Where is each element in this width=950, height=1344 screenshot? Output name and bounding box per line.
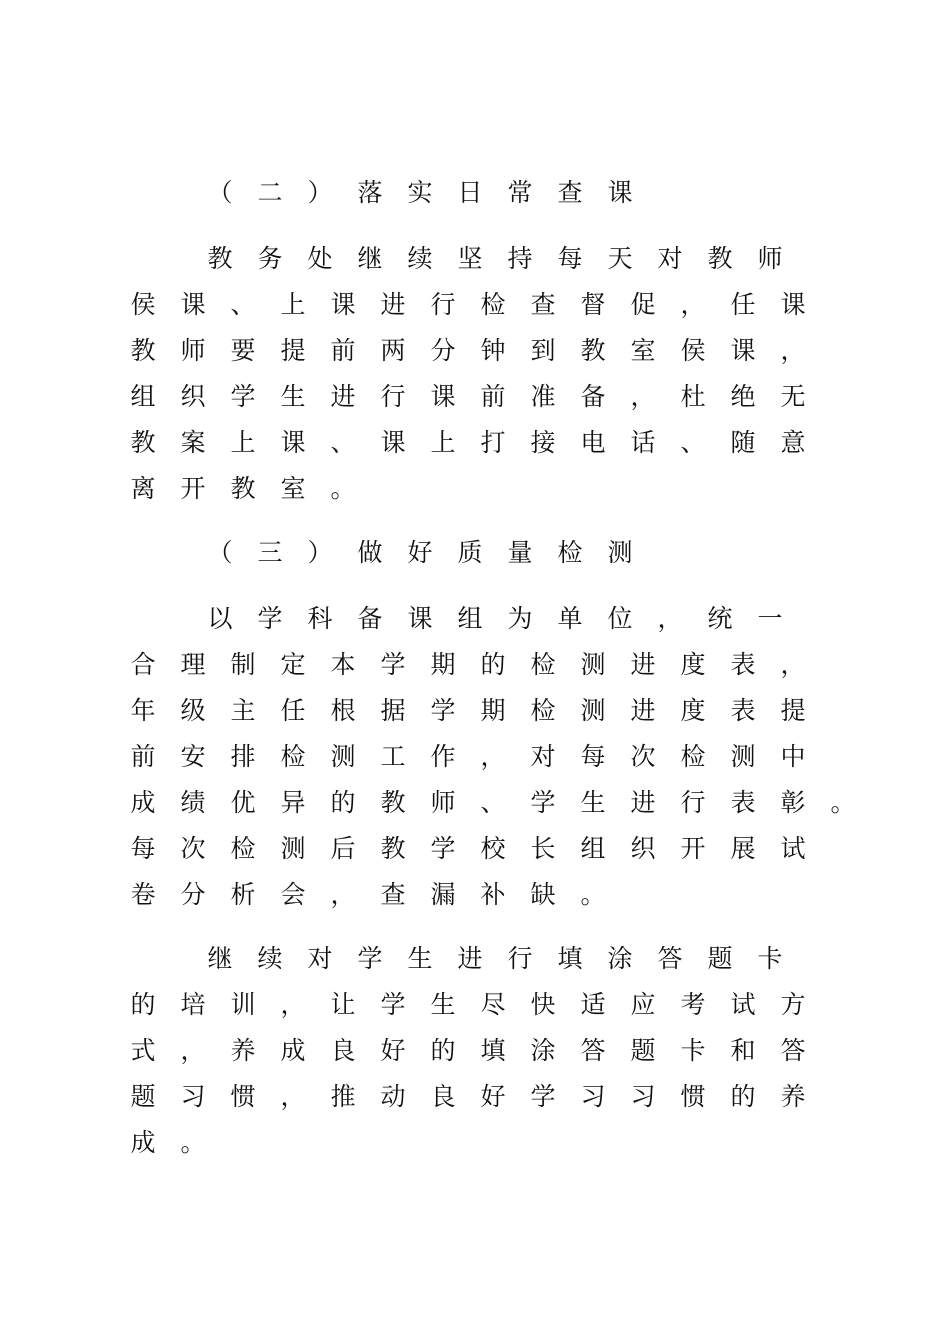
glyph: 合	[130, 650, 156, 679]
glyph: 尽	[480, 990, 506, 1019]
glyph: 量	[507, 538, 533, 567]
glyph: 处	[307, 244, 333, 273]
glyph: 让	[330, 990, 356, 1019]
glyph: 据	[380, 696, 406, 725]
glyph: 。	[180, 1128, 206, 1157]
glyph: 学	[430, 696, 456, 725]
glyph: 析	[230, 880, 256, 909]
glyph: 统	[707, 604, 733, 633]
glyph: 话	[630, 428, 656, 457]
glyph: 答	[657, 944, 683, 973]
glyph: 课	[407, 604, 433, 633]
glyph: 侯	[680, 336, 706, 365]
glyph: 快	[530, 990, 556, 1019]
glyph: 意	[780, 428, 806, 457]
glyph: 测	[607, 538, 633, 567]
glyph: 前	[480, 382, 506, 411]
glyph: 补	[480, 880, 506, 909]
glyph: 织	[180, 382, 206, 411]
glyph: 。	[580, 880, 606, 909]
glyph: 次	[630, 742, 656, 771]
glyph: 随	[730, 428, 756, 457]
glyph: 级	[180, 696, 206, 725]
glyph: 持	[507, 244, 533, 273]
glyph: 师	[757, 244, 783, 273]
glyph: 填	[557, 944, 583, 973]
glyph: 测	[580, 696, 606, 725]
glyph: ，	[330, 880, 356, 909]
glyph: 以	[207, 604, 233, 633]
glyph: ，	[680, 290, 706, 319]
glyph: 课	[607, 178, 633, 207]
glyph: 二	[257, 178, 283, 207]
glyph: 检	[280, 742, 306, 771]
glyph: 进	[630, 788, 656, 817]
glyph: 根	[330, 696, 356, 725]
glyph: 培	[180, 990, 206, 1019]
glyph: 位	[607, 604, 633, 633]
glyph: 排	[230, 742, 256, 771]
glyph: 检	[530, 696, 556, 725]
glyph: 继	[357, 244, 383, 273]
glyph: ，	[280, 1082, 306, 1111]
glyph: 的	[430, 1036, 456, 1065]
glyph: 推	[330, 1082, 356, 1111]
glyph: 优	[230, 788, 256, 817]
glyph: 学	[530, 788, 556, 817]
glyph: 实	[407, 178, 433, 207]
glyph: ，	[780, 650, 806, 679]
glyph: 填	[480, 1036, 506, 1065]
glyph: 查	[530, 290, 556, 319]
glyph: 进	[630, 696, 656, 725]
glyph: 漏	[430, 880, 456, 909]
glyph: 行	[507, 944, 533, 973]
glyph: 对	[657, 244, 683, 273]
glyph: 良	[330, 1036, 356, 1065]
glyph: 训	[230, 990, 256, 1019]
glyph: 每	[557, 244, 583, 273]
glyph: 习	[630, 1082, 656, 1111]
glyph: 理	[180, 650, 206, 679]
glyph: 课	[180, 290, 206, 319]
glyph: 度	[680, 650, 706, 679]
glyph: 务	[257, 244, 283, 273]
glyph: 检	[480, 290, 506, 319]
glyph: 表	[730, 650, 756, 679]
glyph: 成	[130, 788, 156, 817]
glyph: 常	[507, 178, 533, 207]
glyph: 。	[330, 474, 356, 503]
glyph: 课	[380, 428, 406, 457]
glyph: 离	[130, 474, 156, 503]
glyph: 织	[630, 834, 656, 863]
glyph: 任	[280, 696, 306, 725]
glyph: 做	[357, 538, 383, 567]
glyph: 组	[130, 382, 156, 411]
glyph: 继	[207, 944, 233, 973]
glyph: 课	[430, 382, 456, 411]
glyph: 的	[130, 990, 156, 1019]
glyph: 对	[307, 944, 333, 973]
glyph: 次	[180, 834, 206, 863]
glyph: 卡	[680, 1036, 706, 1065]
glyph: 室	[630, 336, 656, 365]
glyph: 侯	[130, 290, 156, 319]
glyph: 题	[707, 944, 733, 973]
glyph: 期	[430, 650, 456, 679]
glyph: 检	[530, 650, 556, 679]
glyph: 单	[557, 604, 583, 633]
glyph: ）	[307, 178, 333, 207]
glyph: 前	[130, 742, 156, 771]
glyph: 学	[430, 834, 456, 863]
glyph: 试	[780, 834, 806, 863]
glyph: 彰	[780, 788, 806, 817]
glyph: 行	[380, 382, 406, 411]
glyph: 好	[380, 1036, 406, 1065]
glyph: ，	[480, 742, 506, 771]
glyph: 会	[280, 880, 306, 909]
glyph: 无	[780, 382, 806, 411]
glyph: 定	[280, 650, 306, 679]
glyph: 表	[730, 788, 756, 817]
glyph: 学	[230, 382, 256, 411]
glyph: 生	[580, 788, 606, 817]
glyph: 动	[380, 1082, 406, 1111]
glyph: 卷	[130, 880, 156, 909]
glyph: 要	[230, 336, 256, 365]
glyph: 督	[580, 290, 606, 319]
glyph: 成	[130, 1128, 156, 1157]
glyph: 答	[780, 1036, 806, 1065]
glyph: 方	[780, 990, 806, 1019]
glyph: 教	[130, 428, 156, 457]
glyph: 日	[457, 178, 483, 207]
glyph: ，	[280, 990, 306, 1019]
glyph: 养	[780, 1082, 806, 1111]
glyph: 前	[330, 336, 356, 365]
glyph: 分	[180, 880, 206, 909]
glyph: 课	[730, 336, 756, 365]
glyph: 钟	[480, 336, 506, 365]
glyph: 校	[480, 834, 506, 863]
glyph: 习	[580, 1082, 606, 1111]
glyph: 异	[280, 788, 306, 817]
glyph: 促	[630, 290, 656, 319]
glyph: 学	[530, 1082, 556, 1111]
glyph: 主	[230, 696, 256, 725]
glyph: 涂	[607, 944, 633, 973]
glyph: 行	[680, 788, 706, 817]
glyph: 生	[407, 944, 433, 973]
glyph: 制	[230, 650, 256, 679]
glyph: 提	[780, 696, 806, 725]
glyph: 的	[330, 788, 356, 817]
glyph: 查	[380, 880, 406, 909]
glyph: 试	[730, 990, 756, 1019]
glyph: 课	[280, 428, 306, 457]
glyph: 、	[230, 290, 256, 319]
glyph: 案	[180, 428, 206, 457]
glyph: 到	[530, 336, 556, 365]
glyph: 开	[180, 474, 206, 503]
glyph: 续	[407, 244, 433, 273]
glyph: 、	[680, 428, 706, 457]
glyph: 好	[407, 538, 433, 567]
glyph: 电	[580, 428, 606, 457]
glyph: 教	[580, 336, 606, 365]
glyph: 教	[380, 834, 406, 863]
glyph: 的	[730, 1082, 756, 1111]
glyph: 检	[680, 742, 706, 771]
glyph: 和	[730, 1036, 756, 1065]
glyph: 开	[680, 834, 706, 863]
glyph: 为	[507, 604, 533, 633]
glyph: 教	[230, 474, 256, 503]
glyph: 教	[130, 336, 156, 365]
glyph: 师	[430, 788, 456, 817]
glyph: 上	[430, 428, 456, 457]
glyph: 任	[730, 290, 756, 319]
glyph: 每	[580, 742, 606, 771]
glyph: 测	[330, 742, 356, 771]
glyph: 惯	[230, 1082, 256, 1111]
glyph: 天	[607, 244, 633, 273]
glyph: （	[207, 178, 233, 207]
glyph: ，	[180, 1036, 206, 1065]
glyph: 落	[357, 178, 383, 207]
glyph: 学	[357, 944, 383, 973]
glyph: 良	[430, 1082, 456, 1111]
glyph: 惯	[680, 1082, 706, 1111]
glyph: （	[207, 538, 233, 567]
glyph: 教	[207, 244, 233, 273]
glyph: 中	[780, 742, 806, 771]
glyph: 学	[380, 990, 406, 1019]
glyph: 。	[830, 788, 856, 817]
glyph: 师	[180, 336, 206, 365]
glyph: 考	[680, 990, 706, 1019]
glyph: ，	[780, 336, 806, 365]
glyph: 度	[680, 696, 706, 725]
glyph: 式	[130, 1036, 156, 1065]
glyph: 后	[330, 834, 356, 863]
glyph: 续	[257, 944, 283, 973]
glyph: 每	[130, 834, 156, 863]
glyph: 答	[580, 1036, 606, 1065]
glyph: 、	[330, 428, 356, 457]
glyph: 对	[530, 742, 556, 771]
glyph: 成	[280, 1036, 306, 1065]
glyph: 质	[457, 538, 483, 567]
glyph: 上	[280, 290, 306, 319]
glyph: 安	[180, 742, 206, 771]
glyph: 缺	[530, 880, 556, 909]
glyph: 查	[557, 178, 583, 207]
glyph: 、	[480, 788, 506, 817]
glyph: 绝	[730, 382, 756, 411]
glyph: 三	[257, 538, 283, 567]
glyph: 题	[130, 1082, 156, 1111]
glyph: 组	[580, 834, 606, 863]
glyph: 长	[530, 834, 556, 863]
glyph: 表	[730, 696, 756, 725]
glyph: 学	[380, 650, 406, 679]
glyph: 组	[457, 604, 483, 633]
glyph: 学	[257, 604, 283, 633]
glyph: 上	[230, 428, 256, 457]
glyph: 展	[730, 834, 756, 863]
glyph: 分	[430, 336, 456, 365]
glyph: 绩	[180, 788, 206, 817]
glyph: 养	[230, 1036, 256, 1065]
glyph: 生	[280, 382, 306, 411]
glyph: 坚	[457, 244, 483, 273]
glyph: 适	[580, 990, 606, 1019]
glyph: 测	[280, 834, 306, 863]
glyph: 进	[457, 944, 483, 973]
glyph: 提	[280, 336, 306, 365]
glyph: 行	[430, 290, 456, 319]
glyph: 卡	[757, 944, 783, 973]
glyph: 杜	[680, 382, 706, 411]
glyph: 测	[730, 742, 756, 771]
glyph: 检	[557, 538, 583, 567]
glyph: 打	[480, 428, 506, 457]
glyph: 年	[130, 696, 156, 725]
glyph: 教	[380, 788, 406, 817]
glyph: ，	[630, 382, 656, 411]
glyph: 科	[307, 604, 333, 633]
glyph: 备	[357, 604, 383, 633]
glyph: 工	[380, 742, 406, 771]
glyph: 课	[780, 290, 806, 319]
glyph: ）	[307, 538, 333, 567]
glyph: ，	[657, 604, 683, 633]
glyph: 一	[757, 604, 783, 633]
glyph: 进	[380, 290, 406, 319]
glyph: 习	[180, 1082, 206, 1111]
glyph: 两	[380, 336, 406, 365]
glyph: 教	[707, 244, 733, 273]
glyph: 进	[330, 382, 356, 411]
glyph: 好	[480, 1082, 506, 1111]
glyph: 应	[630, 990, 656, 1019]
glyph: 本	[330, 650, 356, 679]
glyph: 室	[280, 474, 306, 503]
glyph: 测	[580, 650, 606, 679]
glyph: 检	[230, 834, 256, 863]
glyph: 的	[480, 650, 506, 679]
glyph: 准	[530, 382, 556, 411]
glyph: 课	[330, 290, 356, 319]
glyph: 涂	[530, 1036, 556, 1065]
glyph: 题	[630, 1036, 656, 1065]
glyph: 进	[630, 650, 656, 679]
glyph: 期	[480, 696, 506, 725]
glyph: 接	[530, 428, 556, 457]
glyph: 备	[580, 382, 606, 411]
glyph: 生	[430, 990, 456, 1019]
glyph: 作	[430, 742, 456, 771]
